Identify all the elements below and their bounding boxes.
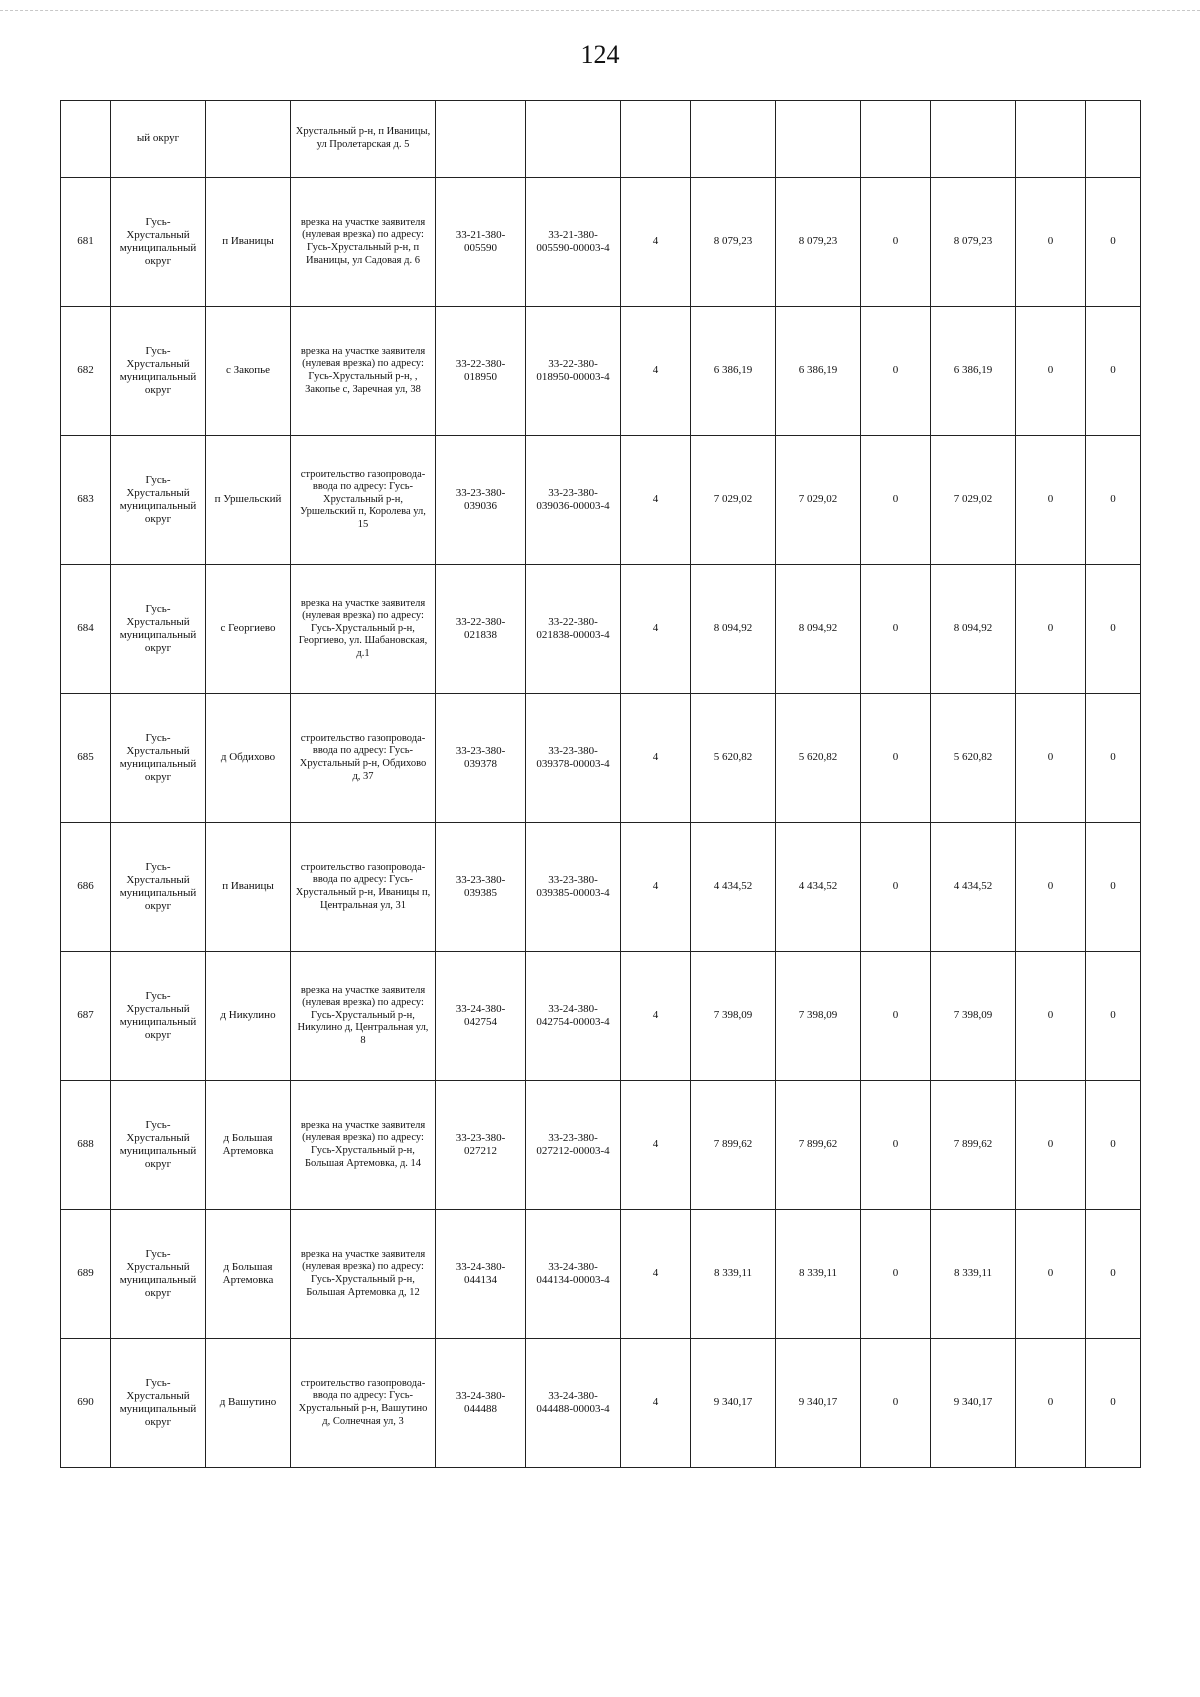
scan-edge bbox=[0, 10, 1200, 11]
cell-value-1: 7 398,09 bbox=[691, 952, 776, 1081]
page-number: 124 bbox=[580, 40, 620, 69]
cell-value-4: 7 398,09 bbox=[931, 952, 1016, 1081]
cell-value-6: 0 bbox=[1086, 436, 1141, 565]
cell-value-2: 8 079,23 bbox=[776, 178, 861, 307]
cell-code: 33-21-380-005590 bbox=[436, 178, 526, 307]
cell-full-code: 33-24-380-042754-00003-4 bbox=[526, 952, 621, 1081]
cell-full-code: 33-23-380-039378-00003-4 bbox=[526, 694, 621, 823]
cell-value-1: 8 094,92 bbox=[691, 565, 776, 694]
cell-district: Гусь-Хрустальный муниципальный округ bbox=[111, 436, 206, 565]
cell-value-5: 0 bbox=[1016, 307, 1086, 436]
cell-settlement: д Никулино bbox=[206, 952, 291, 1081]
cell-description: врезка на участке заявителя (нулевая врезка) по адресу: Гусь-Хрустальный р-н, , Закопье с, Заречная ул, 38 bbox=[291, 307, 436, 436]
cell-value-2: 6 386,19 bbox=[776, 307, 861, 436]
cell-value-6: 0 bbox=[1086, 307, 1141, 436]
cell-value-3: 0 bbox=[861, 307, 931, 436]
cell-settlement: п Уршельский bbox=[206, 436, 291, 565]
cell-value-2: 5 620,82 bbox=[776, 694, 861, 823]
cell-settlement: д Большая Артемовка bbox=[206, 1081, 291, 1210]
cell-description: врезка на участке заявителя (нулевая врезка) по адресу: Гусь-Хрустальный р-н, Никулино д, Центральная ул, 8 bbox=[291, 952, 436, 1081]
cell-full-code: 33-22-380-018950-00003-4 bbox=[526, 307, 621, 436]
cell-value-5: 0 bbox=[1016, 823, 1086, 952]
cell-district: Гусь-Хрустальный муниципальный округ bbox=[111, 565, 206, 694]
cell-value-6: 0 bbox=[1086, 1210, 1141, 1339]
cell-settlement: п Иваницы bbox=[206, 823, 291, 952]
cell-value-1: 7 899,62 bbox=[691, 1081, 776, 1210]
cell-category: 4 bbox=[621, 823, 691, 952]
cell-category: 4 bbox=[621, 436, 691, 565]
cell-value-1: 8 339,11 bbox=[691, 1210, 776, 1339]
cell-district: Гусь-Хрустальный муниципальный округ bbox=[111, 823, 206, 952]
cell-district: Гусь-Хрустальный муниципальный округ bbox=[111, 694, 206, 823]
table-row bbox=[61, 694, 1141, 823]
cell-value-4: 7 029,02 bbox=[931, 436, 1016, 565]
cell-row-number: 682 bbox=[61, 307, 111, 436]
cell-category: 4 bbox=[621, 178, 691, 307]
table-row bbox=[61, 1081, 1141, 1210]
table-row bbox=[61, 1339, 1141, 1468]
cell-value-6: 0 bbox=[1086, 823, 1141, 952]
cell-description: врезка на участке заявителя (нулевая врезка) по адресу: Гусь-Хрустальный р-н, Георгиево, ул. Шабановская, д.1 bbox=[291, 565, 436, 694]
cell-code: 33-23-380-039385 bbox=[436, 823, 526, 952]
cell-description: строительство газопровода-ввода по адресу: Гусь-Хрустальный р-н, Вашутино д, Солнечная ул, 3 bbox=[291, 1339, 436, 1468]
cell-settlement: д Вашутино bbox=[206, 1339, 291, 1468]
cell-full-code: 33-23-380-027212-00003-4 bbox=[526, 1081, 621, 1210]
cell-row-number: 684 bbox=[61, 565, 111, 694]
cell-value-1: 8 079,23 bbox=[691, 178, 776, 307]
cell-full-code: 33-23-380-039385-00003-4 bbox=[526, 823, 621, 952]
table-row bbox=[61, 565, 1141, 694]
cell-code: 33-22-380-021838 bbox=[436, 565, 526, 694]
cell-value-4: 4 434,52 bbox=[931, 823, 1016, 952]
cell-code: 33-23-380-039378 bbox=[436, 694, 526, 823]
cell-value-2: 8 094,92 bbox=[776, 565, 861, 694]
cell-district: Гусь-Хрустальный муниципальный округ bbox=[111, 307, 206, 436]
table-row bbox=[61, 307, 1141, 436]
cell-code: 33-24-380-044134 bbox=[436, 1210, 526, 1339]
cell-row-number: 690 bbox=[61, 1339, 111, 1468]
cell-value-1: 9 340,17 bbox=[691, 1339, 776, 1468]
cell-value-4: 8 339,11 bbox=[931, 1210, 1016, 1339]
cell-value-6: 0 bbox=[1086, 1081, 1141, 1210]
cell-row-number: 685 bbox=[61, 694, 111, 823]
cell-row-number: 681 bbox=[61, 178, 111, 307]
cell-district: Гусь-Хрустальный муниципальный округ bbox=[111, 178, 206, 307]
cell-full-code: 33-24-380-044134-00003-4 bbox=[526, 1210, 621, 1339]
cell-value-5: 0 bbox=[1016, 952, 1086, 1081]
cell-description: строительство газопровода-ввода по адресу: Гусь-Хрустальный р-н, Обдихово д, 37 bbox=[291, 694, 436, 823]
cell-settlement: д Обдихово bbox=[206, 694, 291, 823]
cell-value-4: 8 094,92 bbox=[931, 565, 1016, 694]
cell-value-1: 4 434,52 bbox=[691, 823, 776, 952]
cell-district: Гусь-Хрустальный муниципальный округ bbox=[111, 1081, 206, 1210]
cell-value-3: 0 bbox=[861, 565, 931, 694]
cell-value-1: 5 620,82 bbox=[691, 694, 776, 823]
cell-settlement: с Закопье bbox=[206, 307, 291, 436]
cell-settlement: с Георгиево bbox=[206, 565, 291, 694]
cell-description: врезка на участке заявителя (нулевая врезка) по адресу: Гусь-Хрустальный р-н, Большая Артемовка, д. 14 bbox=[291, 1081, 436, 1210]
cell-description: врезка на участке заявителя (нулевая врезка) по адресу: Гусь-Хрустальный р-н, Большая Артемовка д, 12 bbox=[291, 1210, 436, 1339]
cell-value-4: 5 620,82 bbox=[931, 694, 1016, 823]
table-row bbox=[61, 952, 1141, 1081]
cell-value-5: 0 bbox=[1016, 1081, 1086, 1210]
cell-value-6: 0 bbox=[1086, 694, 1141, 823]
table-row bbox=[61, 436, 1141, 565]
cell-category: 4 bbox=[621, 952, 691, 1081]
cell-value-3: 0 bbox=[861, 1210, 931, 1339]
cell-description: строительство газопровода-ввода по адресу: Гусь-Хрустальный р-н, Уршельский п, Королева ул, 15 bbox=[291, 436, 436, 565]
cell-code: 33-23-380-039036 bbox=[436, 436, 526, 565]
cell-code: 33-22-380-018950 bbox=[436, 307, 526, 436]
cell-value-2: 9 340,17 bbox=[776, 1339, 861, 1468]
cell-value-3: 0 bbox=[861, 952, 931, 1081]
cell-value-5: 0 bbox=[1016, 565, 1086, 694]
continuation-row bbox=[61, 101, 1141, 178]
cell-category: 4 bbox=[621, 565, 691, 694]
cell-value-2: 7 398,09 bbox=[776, 952, 861, 1081]
cell-district: Гусь-Хрустальный муниципальный округ bbox=[111, 1339, 206, 1468]
cell-value-3: 0 bbox=[861, 178, 931, 307]
cell-district: ый округ bbox=[111, 101, 206, 178]
cell-value-3: 0 bbox=[861, 1339, 931, 1468]
cell-full-code: 33-23-380-039036-00003-4 bbox=[526, 436, 621, 565]
gas-connection-table bbox=[60, 100, 1141, 1468]
cell-district: Гусь-Хрустальный муниципальный округ bbox=[111, 1210, 206, 1339]
cell-full-code: 33-21-380-005590-00003-4 bbox=[526, 178, 621, 307]
table-row bbox=[61, 1210, 1141, 1339]
cell-description: строительство газопровода-ввода по адресу: Гусь-Хрустальный р-н, Иваницы п, Центральная ул, 31 bbox=[291, 823, 436, 952]
cell-value-3: 0 bbox=[861, 1081, 931, 1210]
table-row bbox=[61, 178, 1141, 307]
cell-category: 4 bbox=[621, 694, 691, 823]
cell-settlement bbox=[206, 101, 291, 178]
cell-value-5: 0 bbox=[1016, 436, 1086, 565]
cell-row-number: 683 bbox=[61, 436, 111, 565]
cell-value-4: 6 386,19 bbox=[931, 307, 1016, 436]
cell-row-number: 688 bbox=[61, 1081, 111, 1210]
cell-description: врезка на участке заявителя (нулевая врезка) по адресу: Гусь-Хрустальный р-н, п Иваницы, ул Садовая д. 6 bbox=[291, 178, 436, 307]
cell-value-5: 0 bbox=[1016, 178, 1086, 307]
cell-value-2: 8 339,11 bbox=[776, 1210, 861, 1339]
cell-settlement: п Иваницы bbox=[206, 178, 291, 307]
cell-value-1: 7 029,02 bbox=[691, 436, 776, 565]
cell-category: 4 bbox=[621, 1210, 691, 1339]
cell-description: Хрустальный р-н, п Иваницы, ул Пролетарская д. 5 bbox=[291, 101, 436, 178]
cell-value-2: 4 434,52 bbox=[776, 823, 861, 952]
cell-value-5: 0 bbox=[1016, 1210, 1086, 1339]
cell-full-code: 33-24-380-044488-00003-4 bbox=[526, 1339, 621, 1468]
cell-row-number: 686 bbox=[61, 823, 111, 952]
cell-value-3: 0 bbox=[861, 823, 931, 952]
cell-value-3: 0 bbox=[861, 436, 931, 565]
cell-value-4: 8 079,23 bbox=[931, 178, 1016, 307]
cell-row-number: 687 bbox=[61, 952, 111, 1081]
cell-value-2: 7 899,62 bbox=[776, 1081, 861, 1210]
cell-value-6: 0 bbox=[1086, 565, 1141, 694]
cell-n bbox=[61, 101, 111, 178]
cell-value-6: 0 bbox=[1086, 1339, 1141, 1468]
cell-value-6: 0 bbox=[1086, 952, 1141, 1081]
cell-full-code: 33-22-380-021838-00003-4 bbox=[526, 565, 621, 694]
cell-code: 33-24-380-044488 bbox=[436, 1339, 526, 1468]
cell-settlement: д Большая Артемовка bbox=[206, 1210, 291, 1339]
cell-value-6: 0 bbox=[1086, 178, 1141, 307]
cell-value-3: 0 bbox=[861, 694, 931, 823]
cell-value-1: 6 386,19 bbox=[691, 307, 776, 436]
cell-value-5: 0 bbox=[1016, 1339, 1086, 1468]
table-row bbox=[61, 823, 1141, 952]
cell-value-4: 7 899,62 bbox=[931, 1081, 1016, 1210]
cell-row-number: 689 bbox=[61, 1210, 111, 1339]
cell-category: 4 bbox=[621, 1339, 691, 1468]
cell-category: 4 bbox=[621, 1081, 691, 1210]
cell-value-4: 9 340,17 bbox=[931, 1339, 1016, 1468]
cell-value-5: 0 bbox=[1016, 694, 1086, 823]
cell-value-2: 7 029,02 bbox=[776, 436, 861, 565]
cell-code: 33-23-380-027212 bbox=[436, 1081, 526, 1210]
cell-category: 4 bbox=[621, 307, 691, 436]
cell-district: Гусь-Хрустальный муниципальный округ bbox=[111, 952, 206, 1081]
cell-code: 33-24-380-042754 bbox=[436, 952, 526, 1081]
